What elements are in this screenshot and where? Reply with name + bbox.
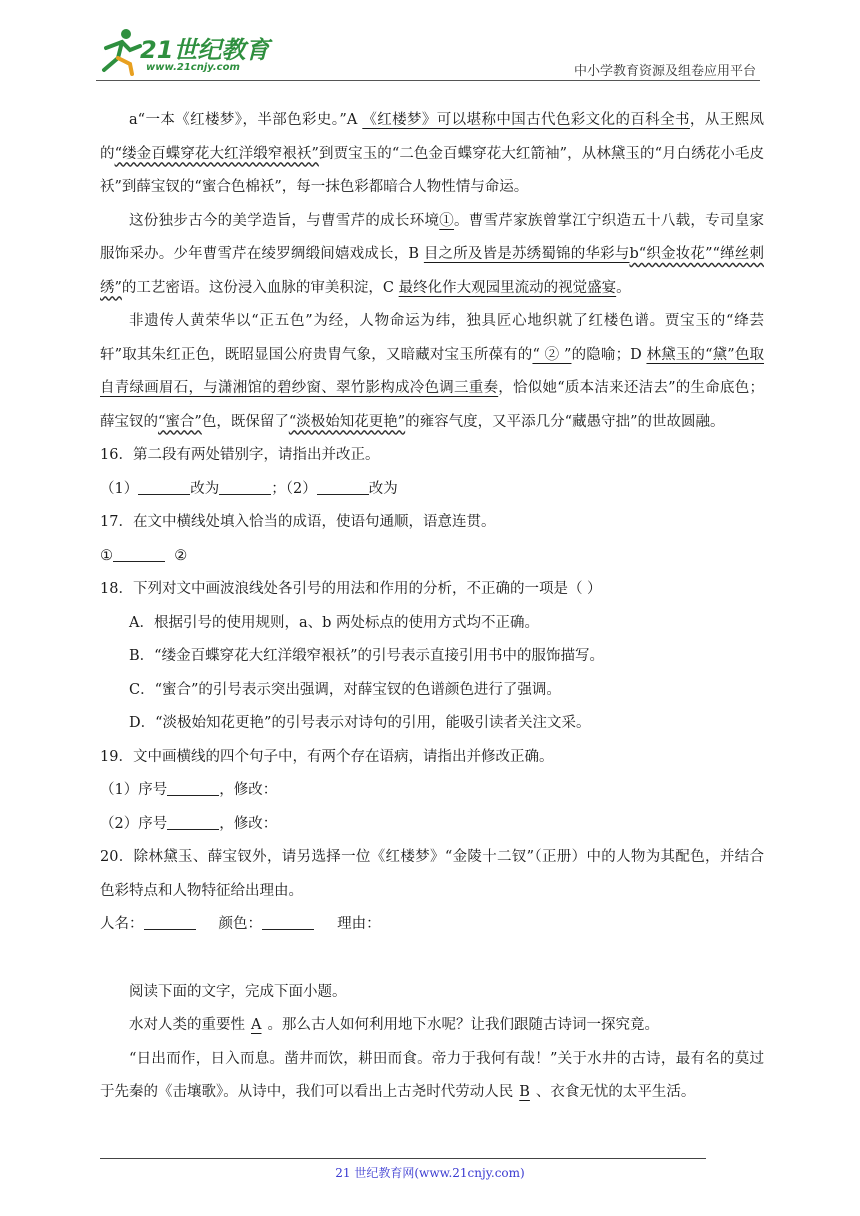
blank-a[interactable]: A bbox=[251, 1017, 262, 1033]
option-b[interactable]: B．“缕金百蝶穿花大红洋缎窄裉袄”的引号表示直接引用书中的服饰描写。 bbox=[129, 648, 604, 664]
question-20: 20．除林黛玉、薛宝钗外，请另选择一位《红楼梦》“金陵十二钗”（正册）中的人物为其配色，并结合色彩特点和人物特征给出理由。 bbox=[100, 849, 764, 899]
passage2-line-2: “日出而作，日入而息。凿井而饮，耕田而食。帝力于我何有哉！”关于水井的古诗，最有名的莫过于先秦的《击壤歌》。从诗中，我们可以看出上古尧时代劳动人民 B 、衣食无忧的太平生活。 bbox=[100, 1050, 764, 1100]
answer-blank[interactable] bbox=[144, 913, 196, 930]
option-a[interactable]: A．根据引号的使用规则，a、b 两处标点的使用方式均不正确。 bbox=[129, 614, 540, 631]
answer-blank[interactable] bbox=[262, 913, 314, 930]
reading-instruction: 阅读下面的文字，完成下面小题。 bbox=[129, 983, 347, 1000]
site-logo[interactable] bbox=[96, 26, 276, 78]
answer-19-2: （2）序号 ，修改： bbox=[100, 808, 764, 842]
passage-paragraph-1: a“一本《红楼梦》，半部色彩史。”A 《红楼梦》可以堪称中国古代色彩文化的百科全书，从王熙凤的“缕金百蝶穿花大红洋缎窄裉袄”到贾宝玉的“二色金百蝶穿花大红箭袖”，从林黛玉的“月白绣花小毛皮袄”到薛宝钗的“蜜合色棉袄”，每一抹色彩都暗合人物性情与命运。 bbox=[100, 112, 764, 195]
question-18: 18．下列对文中画波浪线处各引号的用法和作用的分析，不正确的一项是（ ） bbox=[100, 581, 602, 597]
answer-blank[interactable] bbox=[167, 779, 219, 796]
blank-b[interactable]: B bbox=[519, 1084, 530, 1100]
answer-17: ① ② bbox=[100, 540, 764, 574]
page-header bbox=[0, 0, 860, 82]
question-16: 16．第二段有两处错别字，请指出并改正。 bbox=[100, 447, 380, 463]
answer-20: 人名： 颜色： 理由： bbox=[100, 908, 764, 942]
blank-2: “ ② ” bbox=[532, 346, 572, 363]
document-body bbox=[100, 104, 764, 1110]
passage-paragraph-2: 这份独步古今的美学造旨，与曹雪芹的成长环境①。曹雪芹家族曾掌江宁织造五十八载，专司皇家服饰采办。少年曹雪芹在绫罗绸缎间嬉戏成长，B 目之所及皆是苏绣蜀锦的华彩与b“织金妆花”“缂丝刺绣”的工艺密语。这份浸入血脉的审美积淀，C 最终化作大观园里流动的视觉盛宴。 bbox=[100, 212, 765, 296]
answer-blank[interactable] bbox=[113, 545, 165, 562]
footer-link[interactable]: 21 世纪教育网(www.21cnjy.com) bbox=[335, 1166, 525, 1180]
logo-text: 21世纪教育 bbox=[140, 36, 270, 64]
answer-16: （1） 改为 ；（2） 改为 bbox=[100, 473, 764, 507]
answer-19-1: （1）序号 ，修改： bbox=[100, 774, 764, 808]
passage2-line-1: 水对人类的重要性 A 。那么古人如何利用地下水呢？让我们跟随古诗词一探究竟。 bbox=[129, 1017, 659, 1033]
question-19: 19．文中画横线的四个句子中，有两个存在语病，请指出并修改正确。 bbox=[100, 748, 554, 765]
answer-blank[interactable] bbox=[138, 478, 190, 495]
platform-title: 中小学教育资源及组卷应用平台 bbox=[573, 64, 756, 79]
answer-blank[interactable] bbox=[219, 478, 271, 495]
option-d[interactable]: D．“淡极始知花更艳”的引号表示对诗句的引用，能吸引读者关注文采。 bbox=[129, 715, 591, 731]
header-divider bbox=[96, 80, 760, 81]
footer-divider bbox=[100, 1158, 706, 1159]
question-17: 17．在文中横线处填入恰当的成语，使语句通顺，语意连贯。 bbox=[100, 514, 496, 530]
passage-paragraph-3: 非遗传人黄荣华以“正五色”为经，人物命运为纬，独具匠心地织就了红楼色谱。贾宝玉的“绛芸轩”取其朱红正色，既昭显国公府贵胄气象，又暗藏对宝玉所葆有的“ ② ”的隐喻；D 林黛玉的“黛”色取自青绿画眉石，与潇湘馆的碧纱窗、翠竹影构成冷色调三重奏，恰似她“质本洁来还洁去”的生命底色；薛宝钗的“蜜合”色，既保留了“淡极始知花更艳”的雍容气度，又平添几分“藏愚守拙”的世故圆融。 bbox=[100, 313, 765, 430]
answer-blank[interactable] bbox=[317, 478, 369, 495]
answer-blank[interactable] bbox=[167, 813, 219, 830]
running-figure-icon bbox=[96, 26, 144, 76]
option-c[interactable]: C．“蜜合”的引号表示突出强调，对薛宝钗的色谱颜色进行了强调。 bbox=[129, 681, 561, 698]
blank-1: ① bbox=[439, 212, 455, 229]
logo-url: www.21cnjy.com bbox=[146, 62, 240, 73]
